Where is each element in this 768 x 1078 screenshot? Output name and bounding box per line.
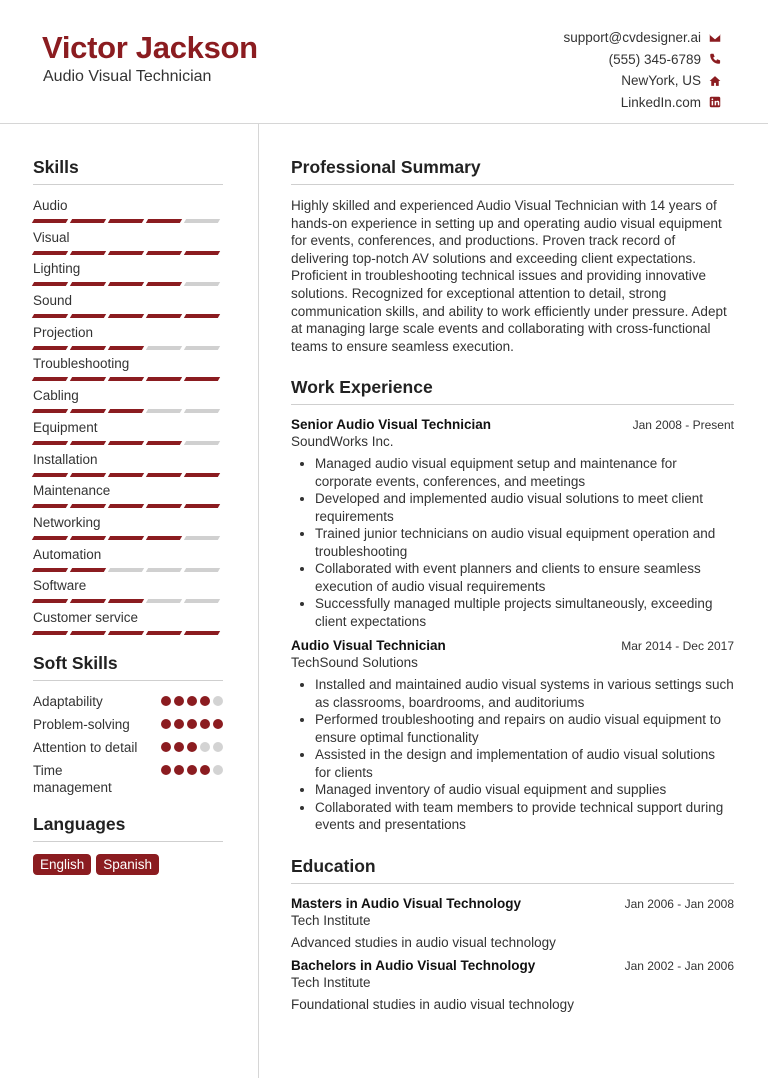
- skill-item: [33, 609, 223, 641]
- skill-name: Audio: [33, 198, 68, 213]
- skill-name: Maintenance: [33, 483, 111, 499]
- rating-segment: [32, 568, 68, 572]
- rating-segment: [184, 536, 220, 540]
- rating-segment: [146, 314, 182, 318]
- job-dates: Jan 2008 - Present: [632, 418, 734, 433]
- phone-icon: [708, 53, 721, 66]
- skill-name: Installation: [33, 451, 98, 467]
- rating-segment: [108, 504, 144, 508]
- skill-name: Equipment: [33, 419, 98, 435]
- job-bullet: • Assisted in the design and implementation of audio visual solutions for clients: [315, 746, 734, 781]
- rating-segment: [184, 409, 220, 413]
- rating-dot: [213, 719, 223, 729]
- contact-list: [563, 27, 721, 113]
- rating-segment: [184, 441, 220, 445]
- rating-dot: [161, 696, 171, 706]
- rating-dot: [161, 765, 171, 775]
- rating-segment: [184, 219, 220, 223]
- rating-segment: [146, 377, 182, 381]
- education-school: Tech Institute: [291, 974, 371, 990]
- skill-item: [33, 546, 223, 578]
- soft-skill-name: Problem-solving: [33, 716, 130, 732]
- skill-rating: [33, 441, 223, 445]
- soft-skill-name: Attention to detail: [33, 739, 138, 755]
- rating-dot: [174, 719, 184, 729]
- rating-segment: [32, 631, 68, 635]
- rating-segment: [108, 441, 144, 445]
- skill-rating: [33, 473, 223, 477]
- rating-segment: [70, 282, 106, 286]
- skill-item: [33, 577, 223, 609]
- rating-segment: [32, 251, 68, 255]
- language-badge: English: [33, 854, 91, 875]
- rating-segment: [70, 599, 106, 603]
- skill-name: Cabling: [33, 388, 79, 404]
- languages-heading: Languages: [33, 814, 223, 842]
- rating-segment: [184, 568, 220, 572]
- contact-location-text: NewYork, US: [621, 73, 701, 89]
- rating-segment: [32, 441, 68, 445]
- job-entry: [291, 417, 734, 630]
- rating-segment: [146, 568, 182, 572]
- rating-segment: [32, 282, 68, 286]
- education-description: Foundational studies in audio visual technology: [291, 996, 574, 1012]
- home-icon: [708, 74, 721, 87]
- education-dates: Jan 2006 - Jan 2008: [624, 896, 734, 911]
- rating-segment: [146, 441, 182, 445]
- education-entry: [291, 958, 734, 1012]
- education-heading: Education: [291, 856, 734, 884]
- column-divider: [258, 124, 259, 1078]
- summary-text: Highly skilled and experienced Audio Visual Technician with 14 years of hands-on experience in setting up and operating audio visual equipment for events, conferences, and productions. Proven track record of delivering top-notch AV solutions and exceeding client expectations. Proficient in troubleshooting technical issues and providing innovative solutions. Recognized for exceptional attention to detail, strong communication skills, and ability to work efficiently under pressure. Adept at managing large scale events and collaborating with cross-functional teams to ensure seamless execution.: [291, 198, 727, 354]
- rating-dot: [200, 765, 210, 775]
- skills-heading: Skills: [33, 157, 223, 185]
- contact-phone-text: (555) 345-6789: [608, 51, 701, 67]
- rating-segment: [32, 504, 68, 508]
- skill-rating: [33, 377, 223, 381]
- job-bullets: [291, 455, 734, 630]
- skill-item: [33, 324, 223, 356]
- skill-rating: [33, 568, 223, 572]
- job-title: Senior Audio Visual Technician: [291, 417, 492, 433]
- job-bullet: • Managed inventory of audio visual equipment and supplies: [315, 781, 734, 799]
- skill-name: Networking: [33, 514, 101, 530]
- rating-segment: [70, 251, 106, 255]
- skill-item: [33, 292, 223, 324]
- soft-skill-rating: [161, 696, 223, 706]
- rating-segment: [32, 377, 68, 381]
- skill-rating: [33, 599, 223, 603]
- rating-segment: [32, 219, 68, 223]
- rating-segment: [70, 631, 106, 635]
- skill-rating: [33, 219, 223, 223]
- education-entry: [291, 896, 734, 950]
- rating-segment: [146, 409, 182, 413]
- rating-segment: [32, 314, 68, 318]
- skill-name: Automation: [33, 546, 102, 562]
- job-bullet: • Collaborated with team members to provide technical support during events and presentations: [315, 799, 734, 834]
- rating-dot: [187, 719, 197, 729]
- rating-segment: [184, 473, 220, 477]
- soft-skill-rating: [161, 719, 223, 729]
- skill-rating: [33, 631, 223, 635]
- rating-segment: [70, 346, 106, 350]
- soft-skill-name: Adaptability: [33, 693, 103, 709]
- candidate-title: Audio Visual Technician: [43, 68, 212, 85]
- skill-rating: [33, 282, 223, 286]
- rating-segment: [146, 599, 182, 603]
- rating-segment: [184, 631, 220, 635]
- skill-name: Sound: [33, 293, 73, 309]
- job-title: Audio Visual Technician: [291, 638, 446, 654]
- languages-list: [33, 854, 223, 875]
- rating-segment: [184, 377, 220, 381]
- job-company: SoundWorks Inc.: [291, 434, 394, 450]
- rating-segment: [32, 473, 68, 477]
- soft-skill-item: [33, 716, 223, 733]
- job-company: TechSound Solutions: [291, 655, 418, 671]
- skill-item: [33, 482, 223, 514]
- skill-item: [33, 387, 223, 419]
- rating-segment: [184, 346, 220, 350]
- rating-dot: [174, 765, 184, 775]
- rating-dot: [187, 696, 197, 706]
- skill-item: [33, 419, 223, 451]
- soft-skill-rating: [161, 742, 223, 752]
- skill-name: Lighting: [33, 261, 81, 277]
- soft-skills-list: [33, 693, 223, 796]
- rating-segment: [32, 536, 68, 540]
- job-header: [291, 417, 734, 432]
- skills-list: [33, 197, 223, 641]
- rating-segment: [184, 282, 220, 286]
- rating-dot: [174, 742, 184, 752]
- candidate-name: Victor Jackson: [42, 30, 258, 65]
- contact-location: [563, 70, 721, 92]
- skill-rating: [33, 409, 223, 413]
- job-bullet: • Successfully managed multiple projects simultaneously, exceeding client expectations: [315, 595, 734, 630]
- soft-skill-rating: [161, 765, 223, 775]
- soft-skill-item: [33, 693, 223, 710]
- education-school: Tech Institute: [291, 912, 371, 928]
- skill-name: Projection: [33, 324, 94, 340]
- rating-dot: [200, 719, 210, 729]
- rating-segment: [146, 251, 182, 255]
- contact-email-text: support@cvdesigner.ai: [563, 30, 701, 46]
- rating-segment: [108, 314, 144, 318]
- language-badge: Spanish: [96, 854, 159, 875]
- rating-dot: [161, 742, 171, 752]
- job-bullet: • Trained junior technicians on audio visual equipment operation and troubleshooting: [315, 525, 734, 560]
- rating-segment: [70, 441, 106, 445]
- skill-item: [33, 355, 223, 387]
- rating-dot: [213, 696, 223, 706]
- soft-skill-item: [33, 739, 223, 756]
- rating-segment: [146, 631, 182, 635]
- contact-linkedin[interactable]: [563, 92, 721, 114]
- rating-dot: [200, 696, 210, 706]
- job-bullet: • Installed and maintained audio visual systems in various settings such as classrooms, boardrooms, and auditoriums: [315, 676, 734, 711]
- skill-item: [33, 197, 223, 229]
- job-dates: Mar 2014 - Dec 2017: [621, 639, 734, 654]
- job-header: [291, 638, 734, 653]
- education-dates: Jan 2002 - Jan 2006: [624, 958, 734, 973]
- envelope-icon: [708, 31, 721, 44]
- job-bullet: • Developed and implemented audio visual solutions to meet client requirements: [315, 490, 734, 525]
- rating-segment: [146, 282, 182, 286]
- skill-rating: [33, 251, 223, 255]
- rating-dot: [161, 719, 171, 729]
- skill-rating: [33, 536, 223, 540]
- rating-segment: [108, 251, 144, 255]
- skill-item: [33, 451, 223, 483]
- education-degree: Masters in Audio Visual Technology: [291, 895, 522, 911]
- rating-segment: [70, 314, 106, 318]
- rating-dot: [187, 742, 197, 752]
- soft-skill-item: [33, 762, 223, 796]
- rating-segment: [184, 314, 220, 318]
- soft-skill-name: Time management: [33, 762, 112, 795]
- resume-header: [0, 0, 768, 124]
- main-content: [291, 157, 734, 1020]
- summary-heading: Professional Summary: [291, 157, 734, 185]
- education-list: [291, 896, 734, 1012]
- rating-dot: [187, 765, 197, 775]
- rating-segment: [108, 409, 144, 413]
- rating-segment: [108, 536, 144, 540]
- experience-list: [291, 417, 734, 834]
- skill-name: Software: [33, 578, 87, 594]
- skill-item: [33, 229, 223, 261]
- job-entry: [291, 638, 734, 834]
- skill-rating: [33, 504, 223, 508]
- education-header: [291, 958, 734, 973]
- skill-item: [33, 514, 223, 546]
- skill-name: Troubleshooting: [33, 356, 130, 372]
- rating-segment: [108, 219, 144, 223]
- rating-segment: [32, 599, 68, 603]
- education-description: Advanced studies in audio visual technology: [291, 934, 556, 950]
- skill-item: [33, 260, 223, 292]
- linkedin-icon: [708, 96, 721, 109]
- skill-name: Customer service: [33, 609, 139, 625]
- rating-segment: [146, 473, 182, 477]
- contact-email[interactable]: [563, 27, 721, 49]
- rating-dot: [213, 765, 223, 775]
- rating-segment: [108, 377, 144, 381]
- contact-phone[interactable]: [563, 49, 721, 71]
- rating-segment: [70, 504, 106, 508]
- rating-segment: [70, 473, 106, 477]
- rating-segment: [146, 346, 182, 350]
- rating-segment: [146, 536, 182, 540]
- contact-linkedin-text: LinkedIn.com: [620, 94, 701, 110]
- job-bullet: • Performed troubleshooting and repairs on audio visual equipment to ensure optimal functionality: [315, 711, 734, 746]
- skill-rating: [33, 314, 223, 318]
- skill-name: Visual: [33, 229, 70, 245]
- job-bullets: [291, 676, 734, 834]
- skill-rating: [33, 346, 223, 350]
- rating-segment: [184, 251, 220, 255]
- rating-dot: [174, 696, 184, 706]
- rating-segment: [32, 409, 68, 413]
- rating-segment: [108, 282, 144, 286]
- rating-segment: [184, 599, 220, 603]
- rating-segment: [70, 536, 106, 540]
- rating-segment: [108, 568, 144, 572]
- rating-segment: [70, 219, 106, 223]
- soft-skills-heading: Soft Skills: [33, 653, 223, 681]
- rating-segment: [108, 599, 144, 603]
- rating-segment: [146, 504, 182, 508]
- job-bullet: • Managed audio visual equipment setup and maintenance for corporate events, conferences, and meetings: [315, 455, 734, 490]
- rating-segment: [70, 409, 106, 413]
- education-header: [291, 896, 734, 911]
- sidebar: [33, 157, 223, 875]
- experience-heading: Work Experience: [291, 377, 734, 405]
- rating-dot: [200, 742, 210, 752]
- rating-segment: [108, 346, 144, 350]
- rating-segment: [70, 377, 106, 381]
- job-bullet: • Collaborated with event planners and clients to ensure seamless execution of audio visual requirements: [315, 560, 734, 595]
- rating-segment: [108, 473, 144, 477]
- education-degree: Bachelors in Audio Visual Technology: [291, 957, 536, 973]
- rating-segment: [108, 631, 144, 635]
- rating-dot: [213, 742, 223, 752]
- rating-segment: [146, 219, 182, 223]
- rating-segment: [32, 346, 68, 350]
- rating-segment: [184, 504, 220, 508]
- rating-segment: [70, 568, 106, 572]
